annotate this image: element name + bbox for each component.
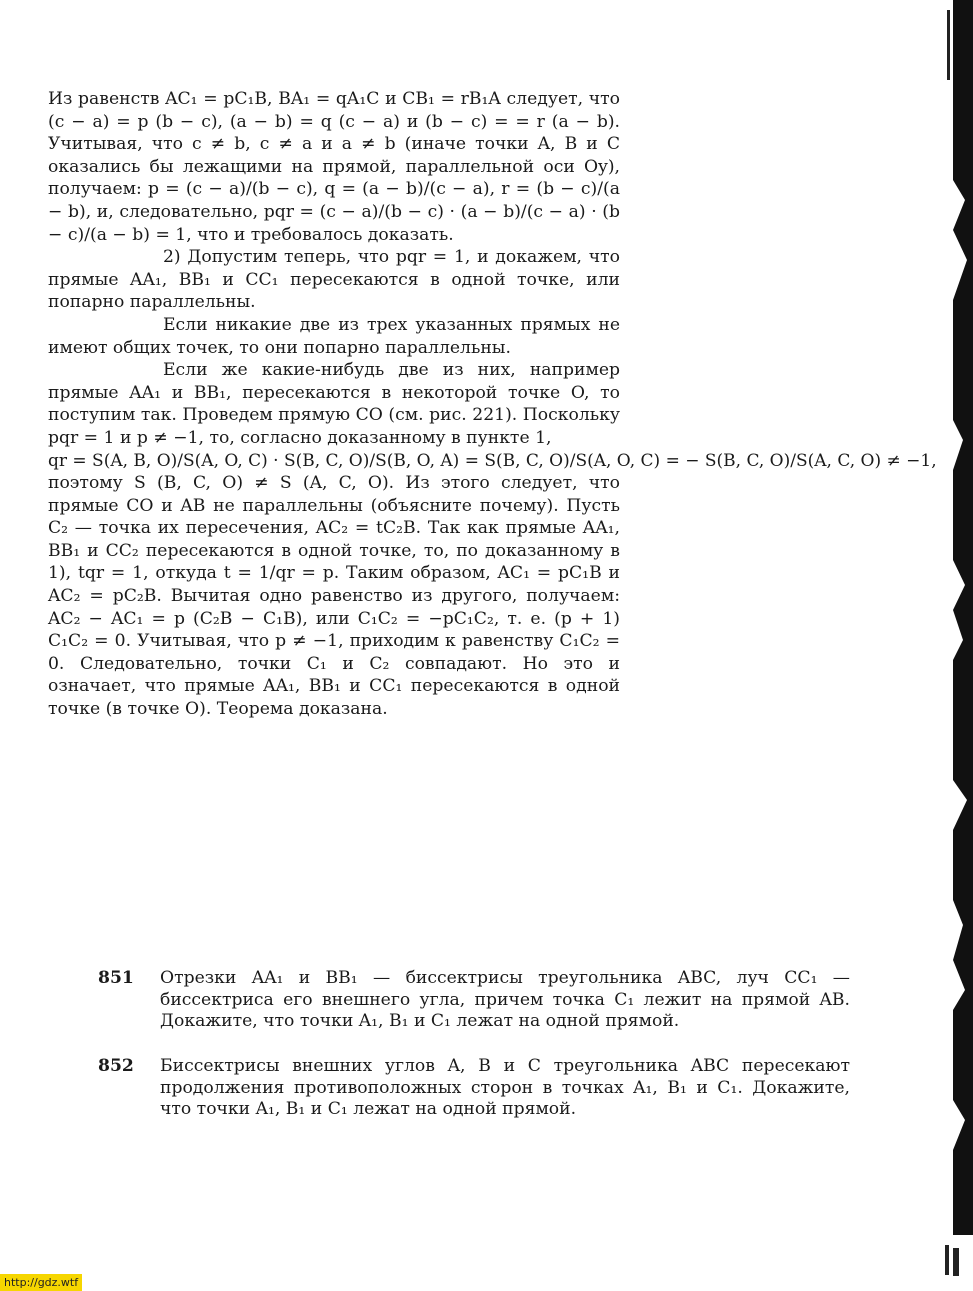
source-link[interactable]: http://gdz.wtf <box>0 1274 82 1291</box>
area-ratio-equation: qr = S(A, B, O)/S(A, O, C) · S(B, C, O)/S(B, O, A) = S(B, C, O)/S(A, O, C) = − S(B, C, O)/S(A, C, O) ≠ −1, <box>48 450 937 471</box>
exercise-851 <box>98 968 850 1033</box>
proof-paragraph-2: 2) Допустим теперь, что pqr = 1, и докажем, что прямые AA₁, BB₁ и CC₁ пересекаются в одной точке, или попарно параллельны. <box>48 247 620 313</box>
exercise-text: Отрезки AA₁ и BB₁ — биссектрисы треугольника ABC, луч CC₁ — биссектриса его внешнего угла, причем точка C₁ лежит на прямой AB. Докажите, что точки A₁, B₁ и C₁ лежат на одной прямой. <box>160 968 850 1031</box>
exercise-852 <box>98 1056 850 1121</box>
exercise-number: 851 <box>98 968 134 988</box>
proof-text <box>48 88 937 721</box>
proof-paragraph-3: Если никакие две из трех указанных прямых не имеют общих точек, то они попарно параллельны. <box>48 314 620 358</box>
scan-edge-shadow <box>943 0 973 1291</box>
proof-paragraph-5: поэтому S (B, C, O) ≠ S (A, C, O). Из этого следует, что прямые CO и AB не параллельны (объясните почему). Пусть C₂ — точка их пересечения, AC₂ = tC₂B. Так как прямые AA₁, BB₁ и CC₂ пересекаются в одной точке, то, по доказанному в 1), tqr = 1, откуда t = 1/qr = p. Таким образом, AC₁ = pC₁B и AC₂ = pC₂B. Вычитая одно равенство из другого, получаем: AC₂ − AC₁ = p (C₂B − C₁B), или C₁C₂ = −pC₁C₂, т. е. (p + 1) C₁C₂ = 0. Учитывая, что p ≠ −1, приходим к равенству C₁C₂ = 0. Следовательно, точки C₁ и C₂ совпадают. Но это и означает, что прямые AA₁, BB₁ и CC₁ пересекаются в одной точке (в точке O). Теорема доказана. <box>48 473 620 720</box>
proof-paragraph-1: Из равенств AC₁ = pC₁B, BA₁ = qA₁C и CB₁ = rB₁A следует, что (c − a) = p (b − c), (a − b) = q (c − a) и (b − c) = = r (a − b). Учитывая, что c ≠ b, c ≠ a и a ≠ b (иначе точки A, B и C оказались бы лежащими на прямой, параллельной оси Oy), получаем: p = (c − a)/(b − c), q = (a − b)/(c − a), r = (b − c)/(a − b), и, следовательно, pqr = (c − a)/(b − c) · (a − b)/(c − a) · (b − c)/(a − b) = 1, что и требовалось доказать. <box>48 89 620 245</box>
scan-edge-graphic <box>943 0 973 1291</box>
exercise-number: 852 <box>98 1056 134 1076</box>
proof-paragraph-4: Если же какие-нибудь две из них, например прямые AA₁ и BB₁, пересекаются в некоторой точке O, то поступим так. Проведем прямую CO (см. рис. 221). Поскольку pqr = 1 и p ≠ −1, то, согласно доказанному в пункте 1, <box>48 360 620 448</box>
exercise-text: Биссектрисы внешних углов A, B и C треугольника ABC пересекают продолжения противоположных сторон в точках A₁, B₁ и C₁. Докажите, что точки A₁, B₁ и C₁ лежат на одной прямой. <box>160 1056 850 1119</box>
